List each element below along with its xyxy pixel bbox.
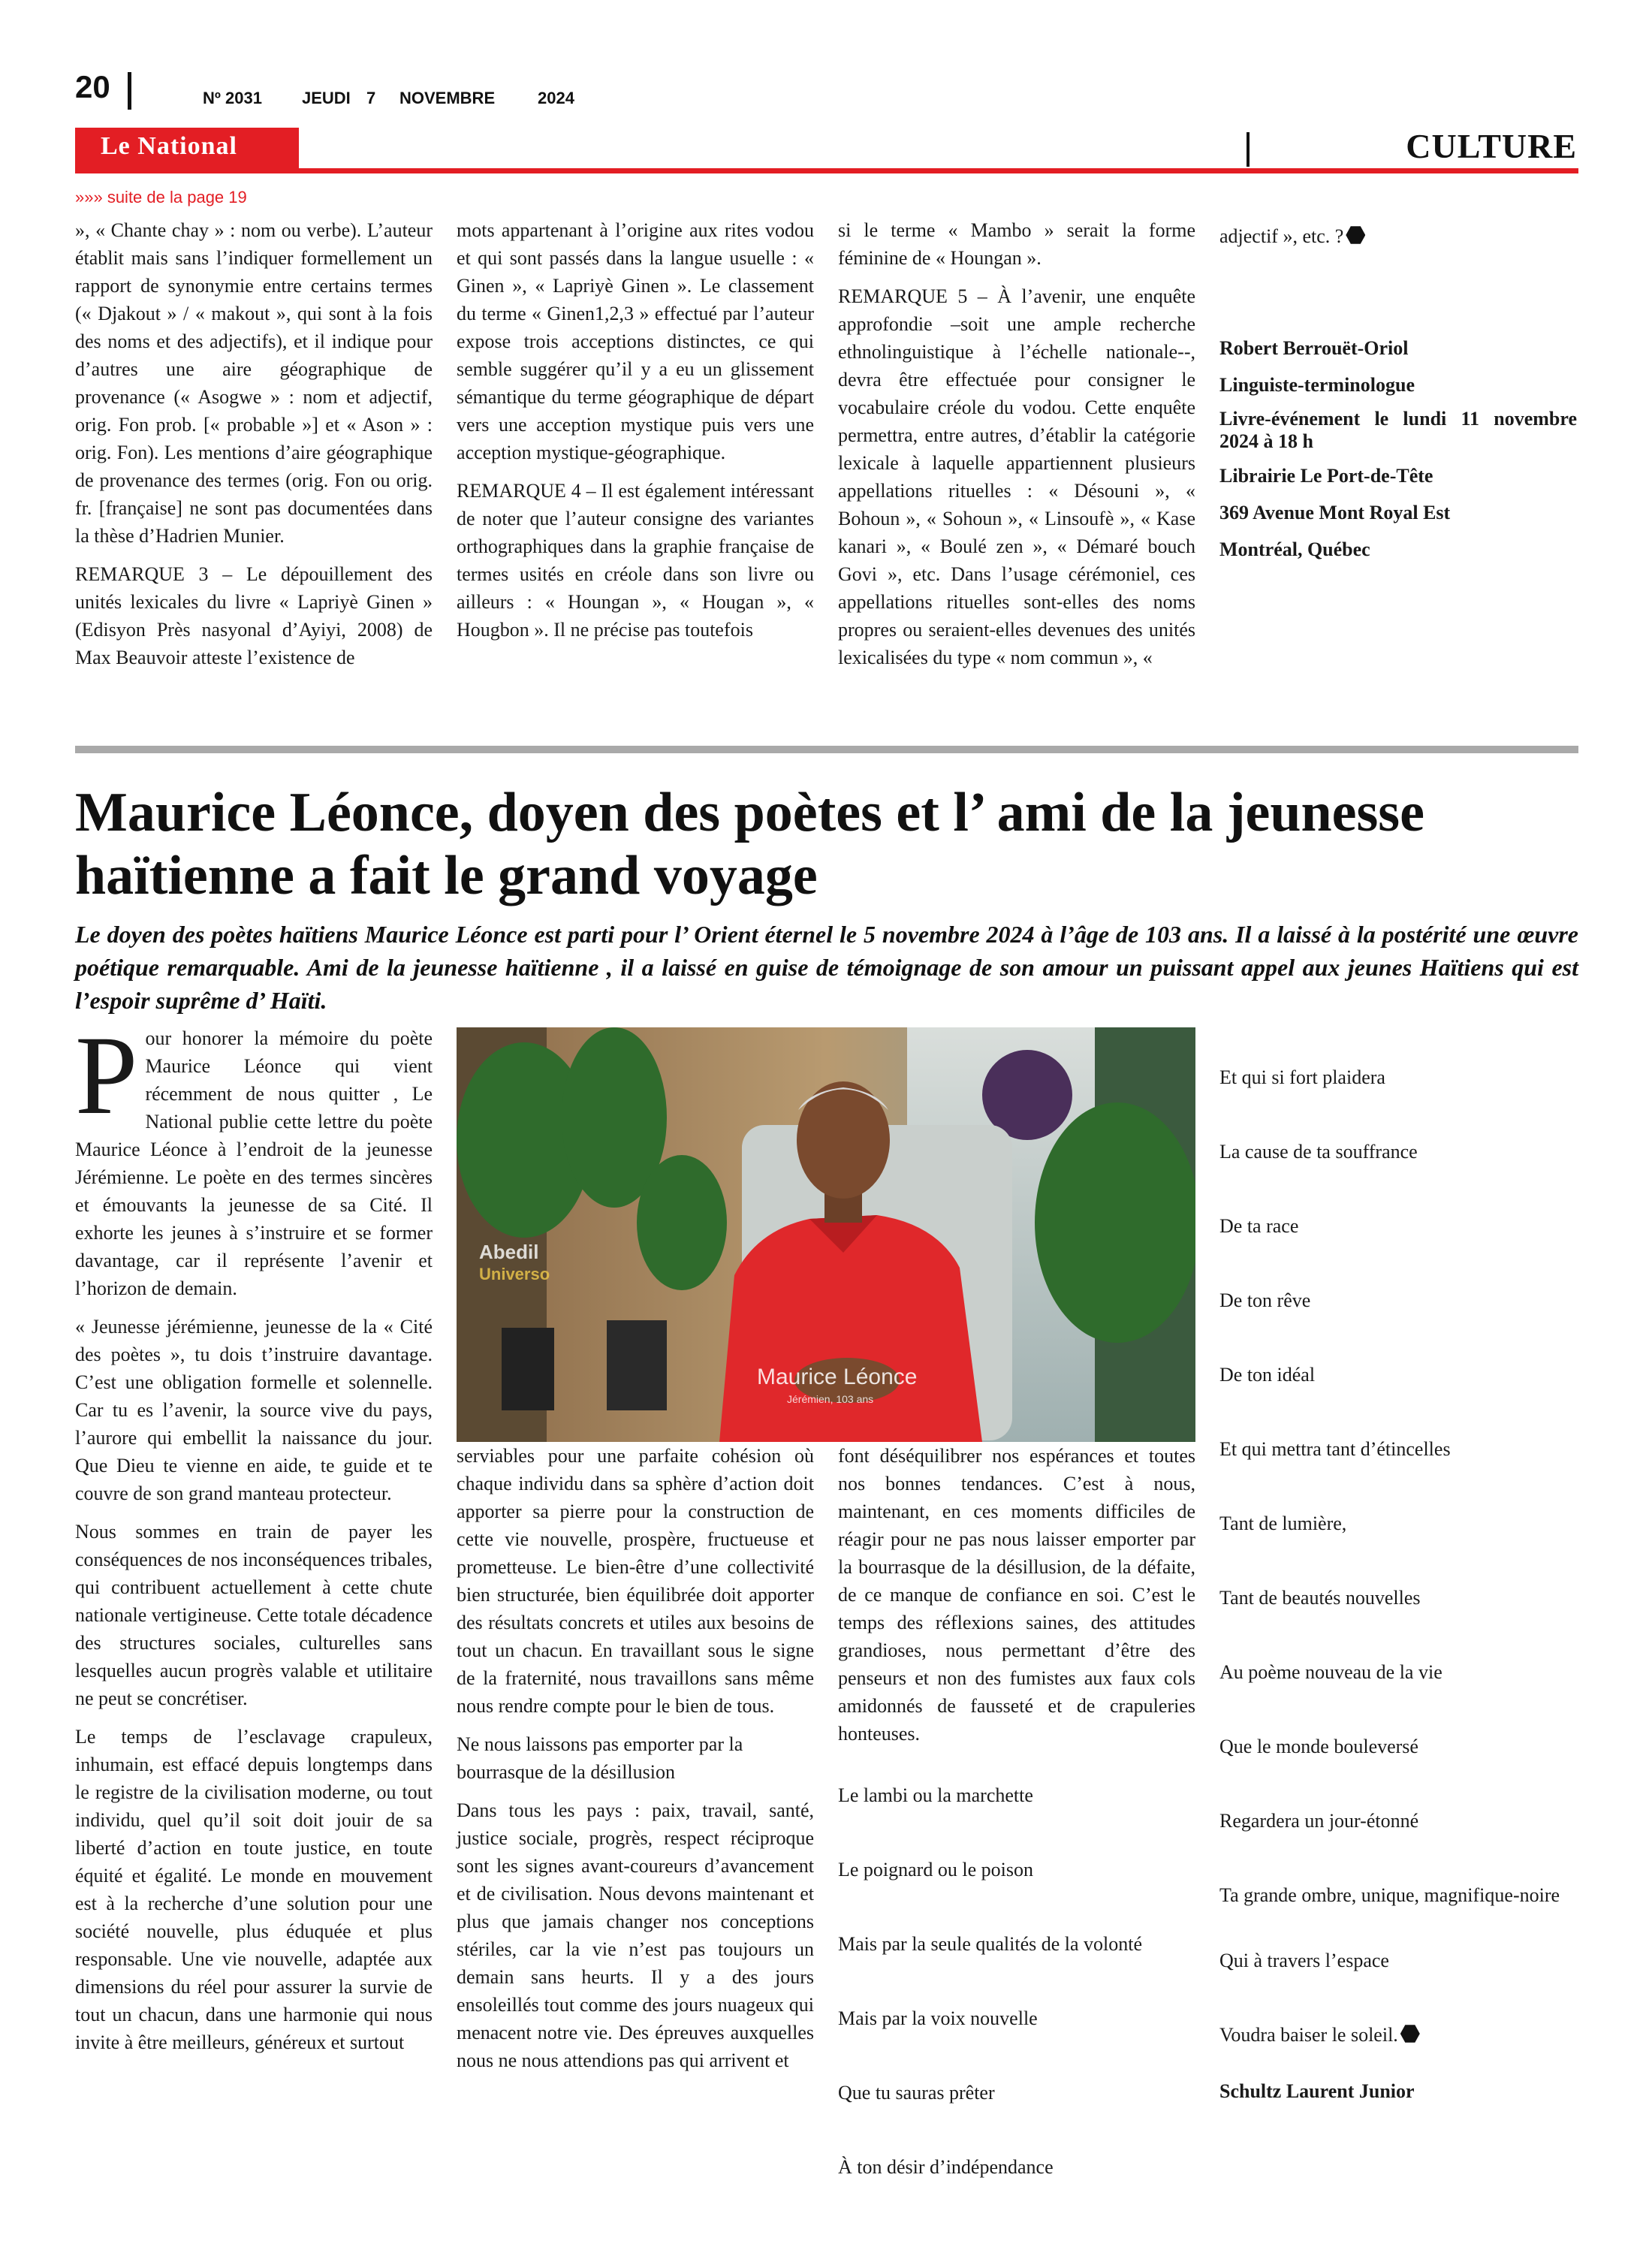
paragraph: », « Chante chay » : nom ou verbe). L’auteur établit mais sans l’indiquer formellement un rapport de synonymie entre certains termes (« Djakout » / « makout », qui sont à la fois des noms et des adjectifs), et il indique pour d’autres une aire géographique de provenance (« Asogwe » : nom et adjectif, orig. Fon prob. [« probable »] et « Ason » : orig. Fon). Les mentions d’aire géographique de provenance des termes (orig. Fon ou orig. fr. [française] ne sont pas documentées dans la thèse d’Hadrien Munier. <box>75 219 433 547</box>
signature-venue: Librairie Le Port-de-Tête <box>1219 465 1433 487</box>
poem-line: De ton rêve <box>1219 1289 1311 1311</box>
section-title: CULTURE <box>1406 127 1577 165</box>
poem-line: Le lambi ou la marchette <box>838 1784 1033 1806</box>
article-photo <box>457 1027 1195 1442</box>
poem-line: Et qui mettra tant d’étincelles <box>1219 1438 1451 1460</box>
header-red-rule <box>75 168 1578 173</box>
poem-line: Qui à travers l’espace <box>1219 1950 1389 1971</box>
article-headline: Maurice Léonce, doyen des poètes et l’ ami de la jeunesse haïtienne a fait le grand voyage <box>75 782 1424 906</box>
poem-line: Que tu sauras prêter <box>838 2082 995 2104</box>
signature-name: Robert Berrouët-Oriol <box>1219 337 1409 359</box>
paragraph: font déséquilibrer nos espérances et toutes nos bonnes tendances. C’est à nous, maintenant, en ces moments difficiles de réagir pour ne pas nous laisser emporter par la bourrasque de la désillusion, de la défaite, de ce manque de confiance en soi. C’est le temps des réflexions saines, des attitudes grandioses, nous permettant d’être des penseurs et non des fumistes aux faux cols amidonnés de fausseté et de crapuleries honteuses. <box>838 1445 1195 1745</box>
signature-city: Montréal, Québec <box>1219 538 1370 560</box>
main-article-column-2 <box>457 1442 814 2085</box>
photo-caption-name: Maurice Léonce <box>757 1365 918 1389</box>
photo-watermark: Abedil <box>479 1241 539 1263</box>
paragraph: « Jeunesse jérémienne, jeunesse de la « Cité des poètes », tu dois t’instruire davantage. C’est une obligation formelle et solennelle. Car tu es l’avenir, la source vive du pays, l’aurore qui embellit la naissance du jour. Que Dieu te vienne en aide, te guide et te couvre de son grand manteau protecteur. <box>75 1316 433 1504</box>
issue-number: Nº 2031 <box>203 89 262 107</box>
article-separator <box>75 746 1578 753</box>
continued-from: »»» suite de la page 19 <box>75 188 247 207</box>
issue-day: JEUDI <box>302 89 351 107</box>
page-number: 20 <box>75 69 110 104</box>
top-article-column-4 <box>1219 222 1577 261</box>
poem-line: Mais par la voix nouvelle <box>838 2007 1038 2029</box>
poem-line: Tant de lumière, <box>1219 1513 1347 1534</box>
paragraph: REMARQUE 5 – À l’avenir, une enquête approfondie –soit une ample recherche ethnolinguistique à l’échelle nationale--, devra être effectuée pour consigner le vocabulaire créole du vodou. Cette enquête permettra, entre autres, d’établir la catégorie lexicale à laquelle appartiennent plusieurs appellations rituelles : « Désouni », « Bohoun », « Sohoun », « Linsoufè », « Kase kanari », « Boulé zen », « Démaré bouch Govi », etc. Dans l’usage cérémoniel, ces appellations rituelles sont-elles des noms propres ou seraient-elles devenues des unités lexicalisées du type « nom commun », « <box>838 285 1195 668</box>
issue-month: NOVEMBRE <box>399 89 496 107</box>
drop-cap: P <box>75 1013 138 1138</box>
poem-line: Que le monde bouleversé <box>1219 1736 1418 1757</box>
paragraph: REMARQUE 4 – Il est également intéressant de noter que l’auteur consigne des variantes orthographiques dans la graphie française de termes usités en créole dans son livre ou ailleurs : « Houngan », « Hougan », « Hougbon ». Il ne précise pas toutefois <box>457 480 814 641</box>
poem-line: Et qui si fort plaidera <box>1219 1066 1385 1088</box>
poem-column-3 <box>838 1781 1195 2227</box>
signature-title: Linguiste-terminologue <box>1219 374 1415 396</box>
paragraph: our honorer la mémoire du poète Maurice Léonce qui vient récemment de nous quitter , Le National publie cette lettre du poète Maurice Léonce à l’endroit de la jeunesse Jérémienne. Le poète en des termes sincères et émouvants la jeunesse de sa Cité. Il exhorte les jeunes à s’instruire et se former davantage, car il représente l’avenir et l’horizon de demain. <box>75 1027 433 1299</box>
header-divider <box>128 72 131 110</box>
paragraph: Ne nous laissons pas emporter par la bourrasque de la désillusion <box>457 1733 743 1783</box>
paragraph: adjectif », etc. ? <box>1219 225 1344 247</box>
brand-name: Le National <box>101 132 237 160</box>
poem-line: Regardera un jour-étonné <box>1219 1810 1419 1832</box>
paragraph: Dans tous les pays : paix, travail, santé, justice sociale, progrès, respect réciproque sont les signes avant-coureurs d’avancement et de civilisation. Nous devons maintenant et plus que jamais changer nos conceptions stériles, car la vie n’est pas toujours un demain sans heurts. Il y a des jours ensoleillés tout comme des jours nuageux qui menacent notre vie. Des épreuves auxquelles nous ne nous attendions pas qui arrivent et <box>457 1799 814 2071</box>
signature-event: Livre-événement le lundi 11 novembre 2024 à 18 h <box>1219 408 1577 452</box>
paragraph: mots appartenant à l’origine aux rites vodou et qui sont passés dans la langue usuelle : « Ginen », « Lapriyè Ginen ». Le classement du terme « Ginen1,2,3 » effectué par l’auteur expose trois acceptions distinctes, ce qui semble suggérer qu’il y a eu un glissement sémantique du terme géographique de départ vers une acception mystique puis vers une acception mystique-géographique. <box>457 219 814 463</box>
poem-line: Mais par la seule qualités de la volonté <box>838 1933 1143 1955</box>
poem-line: À ton désir d’indépendance <box>838 2156 1054 2178</box>
article-author: Schultz Laurent Junior <box>1219 2080 1415 2102</box>
section-divider <box>1247 132 1250 167</box>
top-article-column-1 <box>75 216 433 682</box>
top-article-column-2 <box>457 216 814 654</box>
paragraph: Nous sommes en train de payer les conséquences de nos inconséquences tribales, qui contribuent actuellement à cette chute nationale vertigineuse. Cette totale décadence des structures sociales, culturelles sans lesquelles aucun progrès valable et utilitaire ne peut se concrétiser. <box>75 1521 433 1709</box>
paragraph: REMARQUE 3 – Le dépouillement des unités lexicales du livre « Lapriyè Ginen » (Edisyon Près nasyonal d’Ayiyi, 2008) de Max Beauvoir atteste l’existence de <box>75 563 433 668</box>
main-article-column-3 <box>838 1442 1195 1758</box>
paragraph: si le terme « Mambo » serait la forme féminine de « Houngan ». <box>838 219 1195 269</box>
poem-line: Au poème nouveau de la vie <box>1219 1661 1442 1683</box>
portrait-photo <box>457 1027 1195 1442</box>
end-of-article-icon <box>1400 2024 1420 2043</box>
issue-year: 2024 <box>538 89 574 107</box>
paragraph: Le temps de l’esclavage crapuleux, inhumain, est effacé depuis longtemps dans le registre de la civilisation moderne, ou tout individu, quel qu’il soit doit jouir de sa liberté d’action en toute justice, en toute équité et égalité. Le monde en mouvement est à la recherche d’une solution pour une société nouvelle, plus éduquée et plus responsable. Une vie nouvelle, adaptée aux dimensions du réel pour assurer la survie de tout un chacun, dans une harmonie qui nous invite à être meilleurs, généreux et surtout <box>75 1726 433 2053</box>
poem-line: La cause de ta souffrance <box>1219 1141 1418 1163</box>
photo-watermark-sub: Universo <box>479 1265 550 1283</box>
poem-line: De ton idéal <box>1219 1364 1316 1386</box>
main-article-column-1 <box>75 1013 433 2067</box>
end-of-article-icon <box>1346 225 1365 245</box>
poem-line: Ta grande ombre, unique, magnifique-noire <box>1219 1884 1560 1906</box>
paragraph: serviables pour une parfaite cohésion où chaque individu dans sa sphère d’action doit apporter sa pierre pour la construction de cette vie nouvelle, prospère, fructueuse et prometteuse. Le bien-être d’une collectivité bien structurée, bien équilibrée doit apporter des résultats concrets et utiles aux besoins de tout un chacun. En travaillant sous le signe de la fraternité, nous travaillons sans même nous rendre compte pour le bien de tous. <box>457 1445 814 1717</box>
poem-line: Voudra baiser le soleil. <box>1219 2024 1398 2046</box>
signature-address: 369 Avenue Mont Royal Est <box>1219 502 1451 523</box>
poem-column-4 <box>1219 1063 1577 2152</box>
poem-line: Le poignard ou le poison <box>838 1859 1033 1881</box>
article-deck: Le doyen des poètes haïtiens Maurice Léonce est parti pour l’ Orient éternel le 5 novembre 2024 à l’âge de 103 ans. Il a laissé à la postérité une œuvre poétique remarquable. Ami de la jeunesse haïtienne , il a laissé en guise de témoignage de son amour un puissant appel aux jeunes Haïtiens qui est l’espoir suprême d’ Haïti. <box>75 921 1578 1014</box>
poem-line: De ta race <box>1219 1215 1299 1237</box>
photo-caption-subtitle: Jérémien, 103 ans <box>787 1393 874 1405</box>
top-article-column-3 <box>838 216 1195 682</box>
top-article-signature <box>1219 334 1577 572</box>
issue-date-number: 7 <box>366 89 376 107</box>
poem-line: Tant de beautés nouvelles <box>1219 1587 1421 1609</box>
